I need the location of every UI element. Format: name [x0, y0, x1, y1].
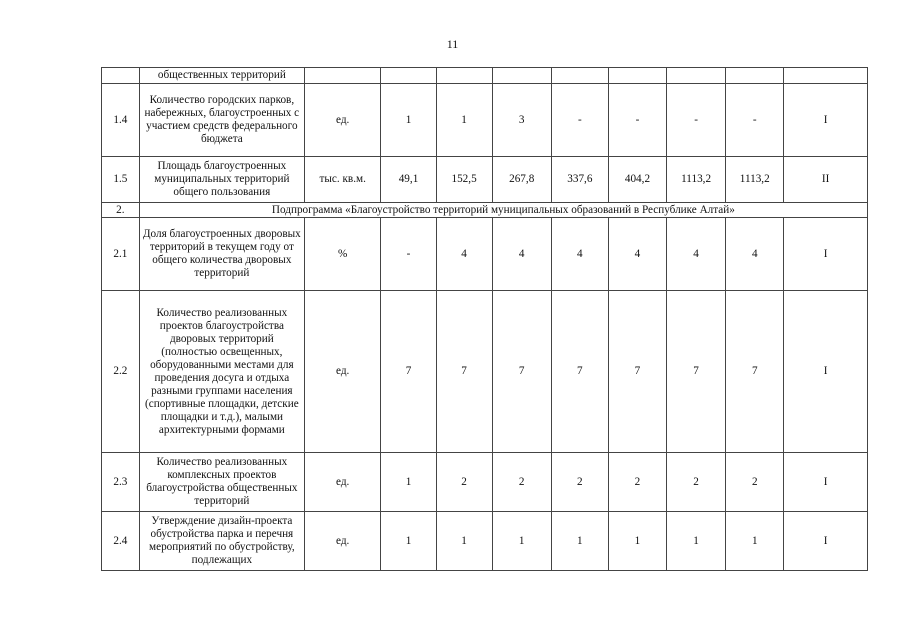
value-cell: 1: [381, 84, 436, 157]
value-cell: 1113,2: [726, 157, 784, 203]
value-cell: -: [551, 84, 608, 157]
value-cell: 1: [381, 453, 436, 512]
value-cell: 1: [608, 512, 666, 571]
value-cell: [551, 68, 608, 84]
value-cell: 4: [492, 218, 551, 291]
value-cell: 1: [667, 512, 726, 571]
unit-cell: %: [304, 218, 380, 291]
page-number: 11: [446, 37, 459, 51]
section-title: Подпрограмма «Благоустройство территорий муниципальных образований в Республике Алтай»: [139, 203, 867, 218]
indicator-name: Количество городских парков, набережных, благоустроенных с участием средств федерального бюджета: [139, 84, 304, 157]
unit-cell: ед.: [304, 453, 380, 512]
value-cell: -: [381, 218, 436, 291]
value-cell: 404,2: [608, 157, 666, 203]
value-cell: -: [726, 84, 784, 157]
value-cell: 1: [381, 512, 436, 571]
indicator-name: Площадь благоустроенных муниципальных территорий общего пользования: [139, 157, 304, 203]
class-cell: I: [784, 84, 868, 157]
value-cell: 267,8: [492, 157, 551, 203]
unit-cell: ед.: [304, 84, 380, 157]
value-cell: 1113,2: [667, 157, 726, 203]
value-cell: 2: [551, 453, 608, 512]
row-number: 1.4: [102, 84, 140, 157]
unit-cell: тыс. кв.м.: [304, 157, 380, 203]
row-number: 2.4: [102, 512, 140, 571]
value-cell: 2: [608, 453, 666, 512]
value-cell: [381, 68, 436, 84]
value-cell: [667, 68, 726, 84]
value-cell: 3: [492, 84, 551, 157]
indicator-name: Количество реализованных проектов благоустройства дворовых территорий (полностью освещенных, оборудованными местами для проведения досуга и отдыха разными группами населения (спортивные площадки, детские площадки и т.д.), малыми архитектурными формами: [139, 291, 304, 453]
value-cell: -: [667, 84, 726, 157]
value-cell: 2: [492, 453, 551, 512]
table-row: [102, 512, 868, 571]
class-cell: I: [784, 291, 868, 453]
value-cell: 4: [436, 218, 492, 291]
table-row: [102, 84, 868, 157]
row-number: 2.3: [102, 453, 140, 512]
section-number: 2.: [102, 203, 140, 218]
value-cell: 49,1: [381, 157, 436, 203]
value-cell: 7: [492, 291, 551, 453]
value-cell: [726, 68, 784, 84]
value-cell: 7: [551, 291, 608, 453]
value-cell: 1: [492, 512, 551, 571]
row-number: 2.1: [102, 218, 140, 291]
class-cell: I: [784, 512, 868, 571]
unit-cell: [304, 68, 380, 84]
value-cell: 1: [726, 512, 784, 571]
value-cell: 1: [551, 512, 608, 571]
class-cell: I: [784, 218, 868, 291]
unit-cell: ед.: [304, 291, 380, 453]
value-cell: 7: [436, 291, 492, 453]
unit-cell: ед.: [304, 512, 380, 571]
value-cell: 7: [608, 291, 666, 453]
indicators-table: [101, 67, 868, 571]
value-cell: 2: [667, 453, 726, 512]
value-cell: [492, 68, 551, 84]
table-row: [102, 453, 868, 512]
value-cell: 7: [726, 291, 784, 453]
value-cell: 337,6: [551, 157, 608, 203]
value-cell: -: [608, 84, 666, 157]
value-cell: 2: [726, 453, 784, 512]
value-cell: 4: [551, 218, 608, 291]
indicator-name: Утверждение дизайн-проекта обустройства парка и перечня мероприятий по обустройству, подлежащих: [139, 512, 304, 571]
table-row: [102, 68, 868, 84]
table-row: [102, 157, 868, 203]
value-cell: 4: [608, 218, 666, 291]
value-cell: [436, 68, 492, 84]
value-cell: 152,5: [436, 157, 492, 203]
value-cell: [608, 68, 666, 84]
class-cell: II: [784, 157, 868, 203]
value-cell: 2: [436, 453, 492, 512]
row-number: 1.5: [102, 157, 140, 203]
row-number: 2.2: [102, 291, 140, 453]
value-cell: 1: [436, 84, 492, 157]
class-cell: [784, 68, 868, 84]
section-row: [102, 203, 868, 218]
indicator-name: общественных территорий: [139, 68, 304, 84]
table-row: [102, 218, 868, 291]
indicator-name: Доля благоустроенных дворовых территорий в текущем году от общего количества дворовых территорий: [139, 218, 304, 291]
row-number: [102, 68, 140, 84]
value-cell: 4: [667, 218, 726, 291]
value-cell: 7: [667, 291, 726, 453]
indicator-name: Количество реализованных комплексных проектов благоустройства общественных территорий: [139, 453, 304, 512]
table-row: [102, 291, 868, 453]
value-cell: 7: [381, 291, 436, 453]
value-cell: 1: [436, 512, 492, 571]
class-cell: I: [784, 453, 868, 512]
value-cell: 4: [726, 218, 784, 291]
